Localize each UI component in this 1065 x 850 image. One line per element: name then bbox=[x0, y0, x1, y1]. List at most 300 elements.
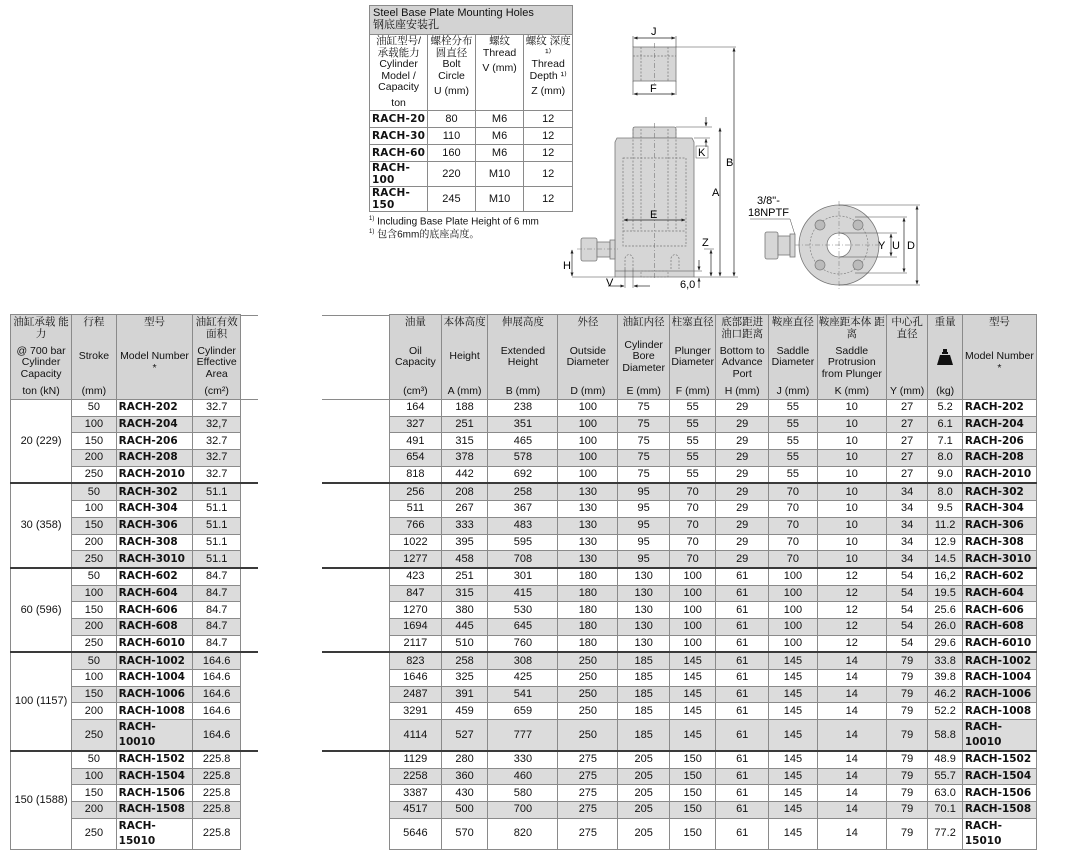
header-zh: 鞍座距本体 距离 bbox=[818, 316, 885, 340]
header-divider-line bbox=[241, 315, 258, 316]
mounting-table-body bbox=[370, 111, 573, 212]
plunger-diameter-cell: 70 bbox=[670, 483, 716, 500]
saddle-protrusion-cell: 14 bbox=[817, 670, 886, 687]
saddle-diameter-cell: 100 bbox=[769, 568, 818, 585]
header-en: Thread Depth ¹⁾ bbox=[529, 58, 567, 82]
model-cell: RACH-1006 bbox=[116, 686, 193, 703]
extended-height-cell: 541 bbox=[488, 686, 558, 703]
height-cell: 442 bbox=[441, 466, 488, 483]
oil-capacity-cell: 4517 bbox=[390, 802, 442, 819]
saddle-diameter-cell: 70 bbox=[769, 517, 818, 534]
header-oil-capacity bbox=[390, 315, 442, 400]
oil-capacity-cell: 327 bbox=[390, 416, 442, 433]
center-hole-cell: 34 bbox=[886, 501, 928, 518]
model-cell: RACH-1004 bbox=[116, 670, 193, 687]
model-cell-right: RACH-302 bbox=[962, 483, 1036, 500]
header-unit: Y (mm) bbox=[889, 384, 925, 397]
stroke-cell: 150 bbox=[72, 602, 117, 619]
height-cell: 208 bbox=[441, 483, 488, 500]
footnote-zh-text: 包含6mm的底座高度。 bbox=[377, 229, 480, 241]
plunger-diameter-cell: 100 bbox=[670, 618, 716, 635]
saddle-diameter-cell: 145 bbox=[769, 686, 818, 703]
saddle-protrusion-cell: 10 bbox=[817, 450, 886, 467]
extended-height-cell: 708 bbox=[488, 551, 558, 568]
dim-label-f: F bbox=[650, 83, 657, 95]
advance-port-cell: 61 bbox=[716, 818, 769, 849]
extended-height-cell: 465 bbox=[488, 433, 558, 450]
advance-port-cell: 29 bbox=[716, 501, 769, 518]
spec-row-left bbox=[11, 400, 241, 417]
spec-table-left-body bbox=[11, 400, 241, 850]
outside-diameter-cell: 130 bbox=[558, 483, 618, 500]
effective-area-cell: 51.1 bbox=[193, 517, 241, 534]
saddle-protrusion-cell: 14 bbox=[817, 703, 886, 720]
bore-diameter-cell: 130 bbox=[618, 585, 670, 602]
extended-height-cell: 530 bbox=[488, 602, 558, 619]
bore-diameter-cell: 130 bbox=[618, 568, 670, 585]
model-cell-right: RACH-1508 bbox=[962, 802, 1036, 819]
advance-port-cell: 61 bbox=[716, 686, 769, 703]
advance-port-cell: 61 bbox=[716, 751, 769, 768]
oil-capacity-cell: 5646 bbox=[390, 818, 442, 849]
model-cell: RACH-604 bbox=[116, 585, 193, 602]
plunger-diameter-cell: 100 bbox=[670, 568, 716, 585]
height-cell: 527 bbox=[441, 720, 488, 752]
bore-diameter-cell: 75 bbox=[618, 466, 670, 483]
saddle-protrusion-cell: 10 bbox=[817, 534, 886, 551]
plunger-diameter-cell: 150 bbox=[670, 818, 716, 849]
extended-height-cell: 595 bbox=[488, 534, 558, 551]
height-cell: 391 bbox=[441, 686, 488, 703]
extended-height-cell: 367 bbox=[488, 501, 558, 518]
weight-cell: 5.2 bbox=[928, 400, 963, 417]
stroke-cell: 100 bbox=[72, 501, 117, 518]
saddle-protrusion-cell: 14 bbox=[817, 802, 886, 819]
header-unit: ton (kN) bbox=[22, 384, 60, 397]
saddle-diameter-cell: 70 bbox=[769, 534, 818, 551]
model-cell: RACH-208 bbox=[116, 450, 193, 467]
advance-port-cell: 61 bbox=[716, 670, 769, 687]
header-en: Thread bbox=[482, 46, 517, 59]
spec-row-right bbox=[390, 686, 1037, 703]
capacity-cell: 150 (1588) bbox=[11, 751, 72, 849]
spec-table-right-body bbox=[390, 400, 1037, 850]
saddle-diameter-cell: 145 bbox=[769, 670, 818, 687]
weight-cell: 26.0 bbox=[928, 618, 963, 635]
oil-capacity-cell: 2487 bbox=[390, 686, 442, 703]
thread-depth-cell: 12 bbox=[524, 187, 573, 212]
saddle-diameter-cell: 100 bbox=[769, 585, 818, 602]
height-cell: 459 bbox=[441, 703, 488, 720]
stroke-cell: 50 bbox=[72, 568, 117, 585]
header-unit: U (mm) bbox=[433, 85, 469, 97]
center-hole-cell: 54 bbox=[886, 585, 928, 602]
stroke-cell: 200 bbox=[72, 703, 117, 720]
model-cell-right: RACH-602 bbox=[962, 568, 1036, 585]
center-hole-cell: 34 bbox=[886, 483, 928, 500]
spec-row-right bbox=[390, 585, 1037, 602]
mounting-table-row bbox=[370, 145, 573, 162]
oil-capacity-cell: 847 bbox=[390, 585, 442, 602]
effective-area-cell: 225.8 bbox=[193, 785, 241, 802]
outside-diameter-cell: 275 bbox=[558, 751, 618, 768]
weight-cell: 14.5 bbox=[928, 551, 963, 568]
model-cell-right: RACH-304 bbox=[962, 501, 1036, 518]
capacity-cell: 60 (596) bbox=[11, 568, 72, 652]
effective-area-cell: 84.7 bbox=[193, 635, 241, 652]
spec-row-right bbox=[390, 534, 1037, 551]
stroke-cell: 100 bbox=[72, 768, 117, 785]
spec-row-right bbox=[390, 416, 1037, 433]
header-en: Oil Capacity bbox=[394, 344, 436, 368]
model-cell-right: RACH-1004 bbox=[962, 670, 1036, 687]
header-unit: E (mm) bbox=[626, 384, 661, 397]
header-en: Stroke bbox=[78, 350, 110, 363]
advance-port-cell: 29 bbox=[716, 483, 769, 500]
model-cell: RACH-306 bbox=[116, 517, 193, 534]
center-hole-cell: 79 bbox=[886, 751, 928, 768]
weight-cell: 39.8 bbox=[928, 670, 963, 687]
model-cell: RACH-1002 bbox=[116, 652, 193, 669]
header-saddle-protrusion-k bbox=[817, 315, 886, 400]
stroke-cell: 250 bbox=[72, 466, 117, 483]
saddle-diameter-cell: 100 bbox=[769, 635, 818, 652]
bolt-circle-cell: 110 bbox=[428, 128, 476, 145]
effective-area-cell: 225.8 bbox=[193, 802, 241, 819]
advance-port-cell: 29 bbox=[716, 400, 769, 417]
capacity-cell: 30 (358) bbox=[11, 483, 72, 567]
dim-label-j: J bbox=[651, 26, 657, 38]
thread-depth-cell: 12 bbox=[524, 162, 573, 187]
header-center-hole-y bbox=[886, 315, 928, 400]
model-cell-right: RACH-206 bbox=[962, 433, 1036, 450]
extended-height-cell: 415 bbox=[488, 585, 558, 602]
weight-icon bbox=[936, 348, 954, 370]
plunger-diameter-cell: 145 bbox=[670, 703, 716, 720]
weight-cell: 55.7 bbox=[928, 768, 963, 785]
thread-depth-cell: 12 bbox=[524, 111, 573, 128]
header-zh: 螺栓分布 圆直径 bbox=[430, 35, 473, 59]
weight-cell: 6.1 bbox=[928, 416, 963, 433]
saddle-protrusion-cell: 12 bbox=[817, 585, 886, 602]
spec-table-right bbox=[389, 314, 1037, 850]
header-zh: 外径 bbox=[577, 316, 599, 328]
model-cell-right: RACH-1002 bbox=[962, 652, 1036, 669]
outside-diameter-cell: 250 bbox=[558, 720, 618, 752]
header-weight bbox=[928, 315, 963, 400]
model-cell-right: RACH-1502 bbox=[962, 751, 1036, 768]
bore-diameter-cell: 205 bbox=[618, 818, 670, 849]
spec-row-right bbox=[390, 670, 1037, 687]
outside-diameter-cell: 130 bbox=[558, 534, 618, 551]
saddle-protrusion-cell: 14 bbox=[817, 818, 886, 849]
plunger-diameter-cell: 100 bbox=[670, 602, 716, 619]
saddle-protrusion-cell: 12 bbox=[817, 635, 886, 652]
oil-capacity-cell: 3387 bbox=[390, 785, 442, 802]
outside-diameter-cell: 250 bbox=[558, 670, 618, 687]
plunger-diameter-cell: 70 bbox=[670, 534, 716, 551]
model-cell-right: RACH-6010 bbox=[962, 635, 1036, 652]
model-cell: RACH-304 bbox=[116, 501, 193, 518]
bore-diameter-cell: 185 bbox=[618, 720, 670, 752]
saddle-protrusion-cell: 10 bbox=[817, 433, 886, 450]
advance-port-cell: 61 bbox=[716, 618, 769, 635]
header-zh: 底部距进 油口距离 bbox=[721, 316, 764, 340]
height-cell: 570 bbox=[441, 818, 488, 849]
plunger-diameter-cell: 145 bbox=[670, 652, 716, 669]
header-stroke bbox=[72, 315, 117, 400]
height-cell: 315 bbox=[441, 585, 488, 602]
dim-label-u: U bbox=[892, 240, 900, 252]
oil-capacity-cell: 1694 bbox=[390, 618, 442, 635]
header-height-a bbox=[441, 315, 488, 400]
model-cell-right: RACH-1506 bbox=[962, 785, 1036, 802]
header-zh: 本体高度 bbox=[443, 316, 486, 328]
stroke-cell: 150 bbox=[72, 686, 117, 703]
oil-capacity-cell: 823 bbox=[390, 652, 442, 669]
header-zh: 行程 bbox=[83, 316, 105, 328]
saddle-diameter-cell: 145 bbox=[769, 751, 818, 768]
outside-diameter-cell: 130 bbox=[558, 517, 618, 534]
plunger-diameter-cell: 150 bbox=[670, 802, 716, 819]
bore-diameter-cell: 130 bbox=[618, 602, 670, 619]
spec-row-right bbox=[390, 618, 1037, 635]
oil-capacity-cell: 818 bbox=[390, 466, 442, 483]
model-cell-right: RACH-1006 bbox=[962, 686, 1036, 703]
height-cell: 510 bbox=[441, 635, 488, 652]
model-cell: RACH-202 bbox=[116, 400, 193, 417]
oil-capacity-cell: 491 bbox=[390, 433, 442, 450]
header-zh: 油量 bbox=[404, 316, 426, 328]
weight-cell: 33.8 bbox=[928, 652, 963, 669]
header-plunger-diameter-f bbox=[670, 315, 716, 400]
bore-diameter-cell: 75 bbox=[618, 433, 670, 450]
mount-model-cell: RACH-150 bbox=[370, 187, 428, 212]
model-cell: RACH-15010 bbox=[116, 818, 193, 849]
spec-row-right bbox=[390, 568, 1037, 585]
bore-diameter-cell: 205 bbox=[618, 785, 670, 802]
header-effective-area bbox=[193, 315, 241, 400]
weight-cell: 9.5 bbox=[928, 501, 963, 518]
cylinder-top-view-drawing bbox=[745, 195, 925, 295]
stroke-cell: 200 bbox=[72, 802, 117, 819]
center-hole-cell: 34 bbox=[886, 534, 928, 551]
model-cell: RACH-1506 bbox=[116, 785, 193, 802]
model-cell-right: RACH-604 bbox=[962, 585, 1036, 602]
spec-row-right bbox=[390, 501, 1037, 518]
cylinder-body-shape bbox=[615, 123, 694, 280]
mount-model-cell: RACH-30 bbox=[370, 128, 428, 145]
spec-row-left bbox=[11, 751, 241, 768]
oil-capacity-cell: 423 bbox=[390, 568, 442, 585]
header-en: Bolt Circle bbox=[438, 58, 465, 82]
height-cell: 251 bbox=[441, 416, 488, 433]
plunger-diameter-cell: 145 bbox=[670, 670, 716, 687]
spec-row-right bbox=[390, 652, 1037, 669]
height-cell: 500 bbox=[441, 802, 488, 819]
saddle-diameter-cell: 70 bbox=[769, 501, 818, 518]
advance-port-cell: 61 bbox=[716, 768, 769, 785]
weight-cell: 58.8 bbox=[928, 720, 963, 752]
effective-area-cell: 225.8 bbox=[193, 751, 241, 768]
header-unit: K (mm) bbox=[834, 384, 869, 397]
header-zh: 油缸内径 bbox=[622, 316, 665, 328]
stroke-cell: 150 bbox=[72, 517, 117, 534]
dim-label-b: B bbox=[726, 157, 734, 169]
header-en: Plunger Diameter bbox=[671, 344, 714, 368]
center-hole-cell: 54 bbox=[886, 635, 928, 652]
header-model-number bbox=[116, 315, 193, 400]
oil-capacity-cell: 164 bbox=[390, 400, 442, 417]
model-cell: RACH-2010 bbox=[116, 466, 193, 483]
bore-diameter-cell: 95 bbox=[618, 551, 670, 568]
extended-height-cell: 659 bbox=[488, 703, 558, 720]
stroke-cell: 50 bbox=[72, 751, 117, 768]
port-thread-label-1: 3/8"- bbox=[757, 195, 780, 207]
extended-height-cell: 578 bbox=[488, 450, 558, 467]
height-cell: 251 bbox=[441, 568, 488, 585]
model-cell-right: RACH-308 bbox=[962, 534, 1036, 551]
oil-capacity-cell: 1129 bbox=[390, 751, 442, 768]
group-divider-line bbox=[241, 651, 258, 653]
header-zh: 油缸有效 面积 bbox=[195, 316, 238, 340]
effective-area-cell: 51.1 bbox=[193, 501, 241, 518]
saddle-protrusion-cell: 14 bbox=[817, 785, 886, 802]
mounting-title-en: Steel Base Plate Mounting Holes bbox=[373, 7, 534, 19]
thread-depth-cell: 12 bbox=[524, 128, 573, 145]
saddle-protrusion-cell: 12 bbox=[817, 618, 886, 635]
bore-diameter-cell: 185 bbox=[618, 652, 670, 669]
header-en: Outside Diameter bbox=[566, 344, 610, 368]
advance-port-cell: 61 bbox=[716, 802, 769, 819]
weight-cell: 29.6 bbox=[928, 635, 963, 652]
model-cell: RACH-6010 bbox=[116, 635, 193, 652]
oil-capacity-cell: 3291 bbox=[390, 703, 442, 720]
dim-label-h: H bbox=[563, 260, 571, 272]
group-divider-line bbox=[241, 750, 258, 752]
bore-diameter-cell: 205 bbox=[618, 751, 670, 768]
advance-port-cell: 29 bbox=[716, 433, 769, 450]
plunger-diameter-cell: 150 bbox=[670, 751, 716, 768]
effective-area-cell: 164.6 bbox=[193, 686, 241, 703]
saddle-protrusion-cell: 12 bbox=[817, 602, 886, 619]
outside-diameter-cell: 100 bbox=[558, 400, 618, 417]
spec-row-right bbox=[390, 768, 1037, 785]
header-en: Cylinder Model / Capacity bbox=[378, 58, 420, 93]
header-en: @ 700 bar Cylinder Capacity bbox=[16, 344, 66, 380]
bore-diameter-cell: 75 bbox=[618, 400, 670, 417]
header-en: Cylinder Bore Diameter bbox=[622, 338, 665, 374]
advance-port-cell: 61 bbox=[716, 602, 769, 619]
stroke-cell: 250 bbox=[72, 551, 117, 568]
extended-height-cell: 700 bbox=[488, 802, 558, 819]
extended-height-cell: 645 bbox=[488, 618, 558, 635]
group-divider-line bbox=[322, 482, 389, 484]
bore-diameter-cell: 95 bbox=[618, 534, 670, 551]
center-hole-cell: 79 bbox=[886, 686, 928, 703]
group-divider-line bbox=[322, 567, 389, 569]
model-cell-right: RACH-608 bbox=[962, 618, 1036, 635]
effective-area-cell: 164.6 bbox=[193, 703, 241, 720]
outside-diameter-cell: 180 bbox=[558, 585, 618, 602]
model-cell-right: RACH-202 bbox=[962, 400, 1036, 417]
spec-row-right bbox=[390, 602, 1037, 619]
height-cell: 378 bbox=[441, 450, 488, 467]
mounting-holes-section bbox=[369, 5, 573, 241]
model-cell: RACH-608 bbox=[116, 618, 193, 635]
header-en: Model Number * bbox=[120, 350, 189, 374]
outside-diameter-cell: 100 bbox=[558, 450, 618, 467]
plunger-diameter-cell: 55 bbox=[670, 466, 716, 483]
saddle-diameter-cell: 55 bbox=[769, 466, 818, 483]
model-cell-right: RACH-3010 bbox=[962, 551, 1036, 568]
height-cell: 445 bbox=[441, 618, 488, 635]
spec-row-right bbox=[390, 483, 1037, 500]
outside-diameter-cell: 180 bbox=[558, 618, 618, 635]
mounting-table-row bbox=[370, 111, 573, 128]
header-unit: Z (mm) bbox=[531, 85, 566, 97]
saddle-diameter-cell: 100 bbox=[769, 602, 818, 619]
advance-port-cell: 29 bbox=[716, 466, 769, 483]
oil-capacity-cell: 256 bbox=[390, 483, 442, 500]
extended-height-cell: 308 bbox=[488, 652, 558, 669]
extended-height-cell: 425 bbox=[488, 670, 558, 687]
stroke-cell: 250 bbox=[72, 818, 117, 849]
dim-label-v: V bbox=[606, 277, 614, 289]
extended-height-cell: 301 bbox=[488, 568, 558, 585]
extended-height-cell: 258 bbox=[488, 483, 558, 500]
weight-cell: 19.5 bbox=[928, 585, 963, 602]
weight-cell: 70.1 bbox=[928, 802, 963, 819]
saddle-protrusion-cell: 10 bbox=[817, 501, 886, 518]
stroke-cell: 50 bbox=[72, 652, 117, 669]
effective-area-cell: 32.7 bbox=[193, 450, 241, 467]
effective-area-cell: 164.6 bbox=[193, 670, 241, 687]
coupler-shape bbox=[577, 238, 618, 261]
outside-diameter-cell: 100 bbox=[558, 416, 618, 433]
extended-height-cell: 692 bbox=[488, 466, 558, 483]
model-cell-right: RACH-2010 bbox=[962, 466, 1036, 483]
center-hole-cell: 79 bbox=[886, 802, 928, 819]
outside-diameter-cell: 130 bbox=[558, 551, 618, 568]
footnote-en-text: Including Base Plate Height of 6 mm bbox=[377, 216, 539, 228]
weight-cell: 16,2 bbox=[928, 568, 963, 585]
dim-label-e: E bbox=[650, 209, 658, 221]
stroke-cell: 100 bbox=[72, 585, 117, 602]
model-cell-right: RACH-204 bbox=[962, 416, 1036, 433]
stroke-cell: 50 bbox=[72, 400, 117, 417]
center-hole-cell: 79 bbox=[886, 818, 928, 849]
advance-port-cell: 61 bbox=[716, 652, 769, 669]
model-cell: RACH-308 bbox=[116, 534, 193, 551]
advance-port-cell: 29 bbox=[716, 551, 769, 568]
header-unit: F (mm) bbox=[675, 384, 710, 397]
mount-header-bolt-circle bbox=[428, 35, 476, 111]
spec-row-right bbox=[390, 450, 1037, 467]
saddle-diameter-cell: 145 bbox=[769, 720, 818, 752]
spec-row-right bbox=[390, 433, 1037, 450]
center-hole-cell: 27 bbox=[886, 433, 928, 450]
bore-diameter-cell: 185 bbox=[618, 686, 670, 703]
header-bore-diameter-e bbox=[618, 315, 670, 400]
outside-diameter-cell: 250 bbox=[558, 703, 618, 720]
mounting-table-row bbox=[370, 128, 573, 145]
saddle-diameter-cell: 70 bbox=[769, 551, 818, 568]
mounting-table-title bbox=[370, 6, 573, 35]
height-cell: 258 bbox=[441, 652, 488, 669]
header-zh: 螺纹 深度¹⁾ bbox=[525, 35, 571, 59]
weight-cell: 12.9 bbox=[928, 534, 963, 551]
